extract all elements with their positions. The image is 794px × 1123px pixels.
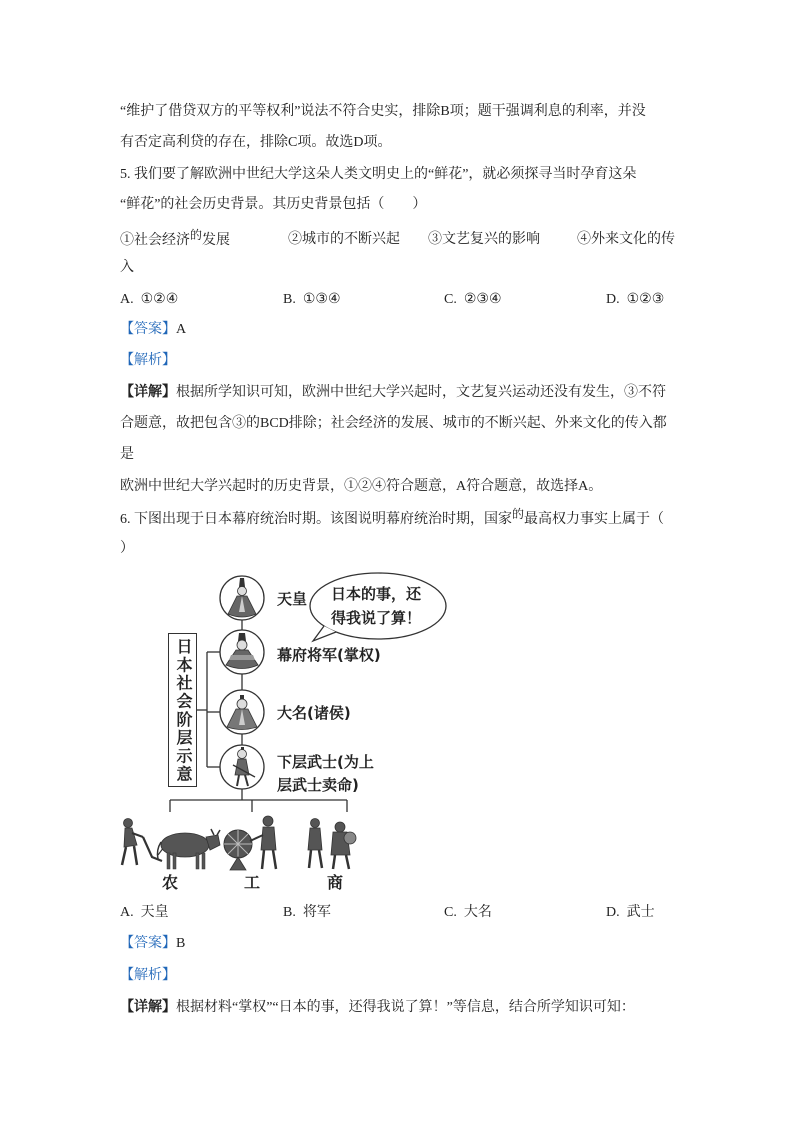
artisan-body: [261, 827, 276, 850]
q5-option-d-text: ①②③: [626, 292, 665, 307]
artisan-leg-left: [262, 850, 264, 869]
q6-stem-after: 最高权力事实上属于（: [524, 512, 665, 527]
q5-answer-value: A: [176, 322, 187, 337]
q5-detail-text-1: 根据所学知识可知，欧洲中世纪大学兴起时，文艺复兴运动还没有发生，③不符: [176, 385, 666, 400]
artisan-stand: [230, 857, 246, 870]
q5-detail-tag: 【详解】: [120, 385, 176, 400]
q6-analysis: [120, 966, 176, 986]
q5-option-c-label: C.: [444, 292, 457, 307]
plow: [143, 837, 162, 861]
q5-option-c: [444, 290, 502, 310]
merchant-2-leg-left: [333, 855, 335, 869]
merchant-2-leg-right: [346, 855, 349, 869]
q6-stem-raised-char: 的: [512, 507, 525, 521]
farmer-body: [124, 828, 137, 847]
farmer-leg-right: [134, 846, 137, 865]
q5-statement-4: ④外来文化的传: [577, 232, 675, 247]
merchant-2-bundle: [344, 832, 356, 844]
q5-statement-3: ③文艺复兴的影响: [428, 232, 540, 247]
shogun-portrait: [220, 630, 264, 674]
q6-option-c-text: 大名: [463, 905, 492, 920]
q6-stem-before: 6. 下图出现于日本幕府统治时期。该图说明幕府统治时期，国家: [120, 512, 512, 527]
emperor-head: [238, 587, 247, 596]
q5-option-b: [283, 290, 341, 310]
artisan-leg-right: [273, 850, 276, 869]
merchant-illustration: [308, 819, 356, 870]
q6-option-d: [606, 903, 655, 923]
daimyo-head: [237, 699, 247, 709]
q5-answer-tag: 【答案】: [120, 322, 176, 337]
ox-leg-3: [196, 853, 199, 869]
q5-option-c-text: ②③④: [463, 292, 502, 307]
q5-statement-1-raised-char: 的: [190, 228, 203, 242]
q6-answer: [120, 934, 185, 954]
samurai-head: [238, 750, 247, 759]
samurai-label-line-1: 下层武士(为上: [277, 753, 374, 771]
label-artisan: 工: [243, 873, 261, 892]
daimyo-portrait: [220, 690, 264, 734]
q5-option-d-label: D.: [606, 292, 620, 307]
farmer-head: [124, 819, 133, 828]
q5-option-a-label: A.: [120, 292, 134, 307]
ox-horn-left: [211, 829, 214, 835]
ox-tail: [157, 842, 161, 859]
q5-option-b-text: ①③④: [302, 292, 341, 307]
q6-option-d-text: 武士: [626, 905, 655, 920]
q5-statement-4-wrap: 入: [120, 260, 134, 275]
emperor-hat: [239, 578, 245, 587]
merchant-1-leg-right: [319, 850, 322, 868]
merchant-1-leg-left: [309, 850, 311, 868]
daimyo-label: 大名(诸侯): [277, 704, 351, 722]
speech-bubble-outline: [310, 573, 446, 639]
q6-option-a-text: 天皇: [140, 905, 169, 920]
q6-stem-line-2: ）: [120, 541, 134, 556]
artisan-arm: [250, 835, 263, 841]
q5-detail-line-2: 合题意，故把包含③的BCD排除；社会经济的发展、城市的不断兴起、外来文化的传入都: [120, 416, 667, 431]
merchant-1-body: [308, 828, 322, 850]
q6-answer-tag: 【答案】: [120, 936, 176, 951]
merchant-2-head: [335, 822, 345, 832]
q6-analysis-tag: 【解析】: [120, 968, 176, 983]
q6-option-b-text: 将军: [302, 905, 331, 920]
farmer-leg-left: [122, 847, 126, 865]
q5-statement-1-after: 发展: [202, 233, 231, 248]
q5-answer: [120, 320, 186, 340]
shogun-shoulders: [229, 655, 255, 660]
shogun-label: 幕府将军(掌权): [277, 646, 381, 664]
speech-line-1: 日本的事，还: [331, 585, 422, 603]
q5-option-a: [120, 290, 178, 310]
q6-option-b: [283, 903, 331, 923]
q5-stem-line-1: 5. 我们要了解欧洲中世纪大学这朵人类文明史上的“鲜花”，就必须探寻当时孕育这朵: [120, 167, 637, 182]
ox-leg-1: [167, 853, 170, 869]
q6-detail-line-1: [120, 998, 635, 1018]
prev-explanation-line-2: 有否定高利贷的存在，排除C项。故选D项。: [120, 135, 392, 150]
label-farmer: 农: [161, 873, 179, 892]
artisan-head: [263, 816, 273, 826]
q6-option-a-label: A.: [120, 905, 134, 920]
q5-statement-1: [120, 230, 230, 250]
samurai-label-line-2: 层武士卖命): [277, 776, 359, 794]
q5-option-d: [606, 290, 664, 310]
q6-option-d-label: D.: [606, 905, 620, 920]
q5-detail-line-1: [120, 383, 666, 403]
q5-analysis: [120, 351, 176, 371]
samurai-portrait: [220, 745, 264, 789]
q5-stem-line-2: “鲜花”的社会历史背景。其历史背景包括（ ）: [120, 197, 427, 212]
q6-option-c: [444, 903, 492, 923]
social-hierarchy-figure: [110, 565, 470, 895]
q5-analysis-tag: 【解析】: [120, 353, 176, 368]
q6-detail-text-1: 根据材料“掌权”“日本的事，还得我说了算！”等信息，结合所学知识可知：: [176, 1000, 635, 1015]
farmer-illustration: [122, 819, 220, 870]
hierarchy-side-label: 日本社会阶层示意: [168, 633, 197, 787]
q5-statement-2: ②城市的不断兴起: [288, 232, 400, 247]
q6-option-b-label: B.: [283, 905, 296, 920]
label-merchant: 商: [326, 873, 344, 892]
prev-explanation-line-1: “维护了借贷双方的平等权利”说法不符合史实，排除B项；题干强调利息的利率，并没: [120, 104, 646, 119]
merchant-1-head: [311, 819, 320, 828]
q6-detail-tag: 【详解】: [120, 1000, 176, 1015]
q5-option-a-text: ①②④: [140, 292, 179, 307]
q5-detail-line-4: 欧洲中世纪大学兴起时的历史背景，①②④符合题意，A符合题意，故选择A。: [120, 479, 603, 494]
emperor-portrait: [220, 576, 264, 620]
q5-detail-line-3: 是: [120, 447, 134, 462]
q5-option-b-label: B.: [283, 292, 296, 307]
ox-leg-2: [173, 853, 176, 869]
q6-option-c-label: C.: [444, 905, 457, 920]
speech-line-2: 得我说了算！: [331, 609, 422, 627]
ox-leg-4: [202, 853, 205, 869]
q6-answer-value: B: [176, 936, 186, 951]
ox-horn-right: [217, 830, 220, 835]
daimyo-topknot: [240, 695, 244, 699]
shogun-head: [237, 640, 247, 650]
q5-statement-1-before: ①社会经济: [120, 233, 190, 248]
speech-bubble: [310, 573, 446, 641]
q6-option-a: [120, 903, 169, 923]
q6-stem-line-1: [120, 509, 664, 529]
emperor-label: 天皇: [277, 590, 308, 608]
artisan-illustration: [224, 816, 276, 870]
